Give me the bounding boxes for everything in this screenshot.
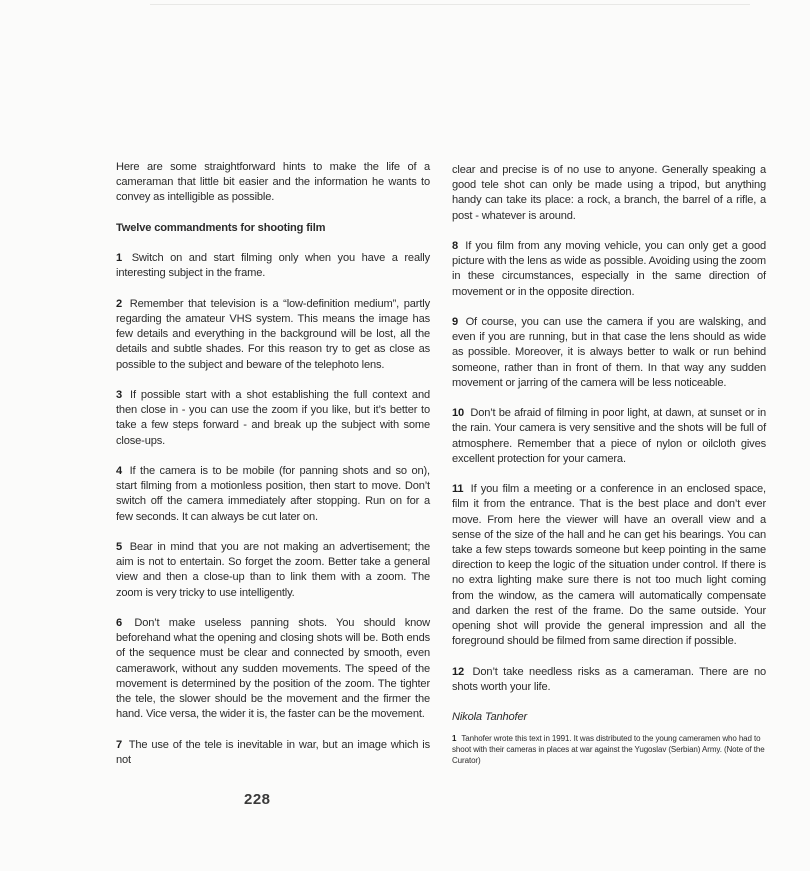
commandment-3: [116, 388, 430, 449]
commandment-6: [116, 616, 430, 722]
item-text: Of course, you can use the camera if you are walsking, and even if you are running, but in that case the lens should as wide as possible. Moreover, it is always better to walk or run behind someone, rather than in front of them. In that way any sudden movement or jarring of the camera will be less noticeable.: [452, 316, 766, 389]
commandment-8: [452, 239, 766, 300]
item-text: Don’t take needless risks as a cameraman. There are no shots worth your life.: [452, 665, 766, 693]
commandment-1: [116, 251, 430, 281]
item-number: 4: [116, 464, 123, 477]
item-number: 8: [452, 240, 459, 252]
commandment-4: [116, 464, 430, 525]
item-number: 7: [116, 738, 123, 751]
commandment-2: [116, 297, 430, 373]
item-text: Bear in mind that you are not making an advertisement; the aim is not to entertain. So forget the zoom. Better take a general view and then a close-up than to link them with a zoom. The zoom is very tricky to use intelligently.: [116, 540, 430, 599]
item-number: 3: [116, 388, 123, 401]
item-number: 5: [116, 540, 123, 553]
commandment-7: [116, 738, 430, 768]
author-signature: Nikola Tanhofer: [452, 711, 528, 724]
page-number: 228: [244, 791, 271, 808]
item-text: If you film from any moving vehicle, you can only get a good picture with the lens as wide as possible. Avoiding using the zoom in these circumstances, especially in the same direction of movement or in the opposite direction.: [452, 240, 766, 298]
commandment-11: [452, 482, 766, 649]
item-text: Don’t be afraid of filming in poor light, at dawn, at sunset or in the rain. Your camera is very sensitive and the shots will be full of atmosphere. Remember that a piece of nylon or oilcloth gives excellent protection for your camera.: [452, 407, 767, 465]
item-text: Switch on and start filming only when you have a really interesting subject in the frame.: [116, 252, 430, 280]
footnote-number: 1: [452, 734, 457, 744]
item-number: 10: [452, 407, 465, 420]
item-text: Remember that television is a “low-definition medium”, partly regarding the amateur VHS system. This means the image has few details and everything in the background will be lost, all the details and subtle shades. For this reason try to get as close as possible to the subject and beware of the telephoto lens.: [116, 297, 430, 371]
item-number: 1: [116, 252, 123, 265]
item-text: If possible start with a shot establishing the full context and then close in - you can use the zoom if you like, but it’s better to take a few steps forward - and break up the subject with some close-ups.: [116, 388, 430, 447]
item-text: Don’t make useless panning shots. You should know beforehand what the opening and closing shots will be. Both ends of the sequence must be clear and connected by smooth, even camerawork, without any sudden movements. The speed of the movement is determined by the position of the zoom. The tighter the tele, the slower should be the movement and the firmer the hand. Vice versa, the wider it is, the faster can be the movement.: [116, 616, 430, 721]
commandment-10: [452, 406, 766, 467]
item-number: 9: [452, 316, 459, 328]
commandment-9: [452, 315, 766, 391]
item-text: If you film a meeting or a conference in an enclosed space, film it from the entrance. That is the best place and don’t ever move. From here the viewer will have an overall view and a sense of the size of the hall and he can get his bearings. You can take a few steps towards someone but keep pointing in the same direction to keep the logic of the situation under control. If there is no extra lighting make sure there is not too much light coming from the window, as the camera will automatically compensate and darken the rest of the frame. Do the same outside. Your opening shot will provide the general impression and all the foreground should be filmed from same direction if possible.: [452, 483, 766, 648]
item-text: If the camera is to be mobile (for panning shots and so on), start filming from a motionless position, then start to move. Don’t switch off the camera immediately after stopping. Run on for a few seconds. It can always be cut later on.: [116, 464, 430, 523]
item-number: 6: [116, 616, 123, 629]
left-column: [116, 160, 430, 783]
footnote-text: Tanhofer wrote this text in 1991. It was distributed to the young cameramen who had to shoot with their cameras in places at war against the Yugoslav (Serbian) Army. (Note of the Curator): [452, 734, 765, 766]
item-text: The use of the tele is inevitable in war, but an image which is not: [116, 738, 431, 766]
commandment-7-continuation: clear and precise is of no use to anyone. Generally speaking a good tele shot can only be made using a tripod, but anything handy can take its place: a rock, a branch, the barrel of a rifle, a post - whatever is around.: [452, 164, 766, 222]
section-heading: Twelve commandments for shooting film: [116, 221, 326, 234]
item-number: 12: [452, 665, 465, 678]
right-column: [452, 163, 766, 782]
commandment-12: [452, 665, 766, 695]
item-number: 2: [116, 297, 123, 310]
footnote: [452, 733, 766, 766]
top-divider: [150, 4, 750, 5]
commandment-5: [116, 540, 430, 601]
item-number: 11: [452, 483, 464, 496]
intro-paragraph: Here are some straightforward hints to make the life of a cameraman that little bit easier and the information he wants to convey as intelligible as possible.: [116, 161, 430, 204]
